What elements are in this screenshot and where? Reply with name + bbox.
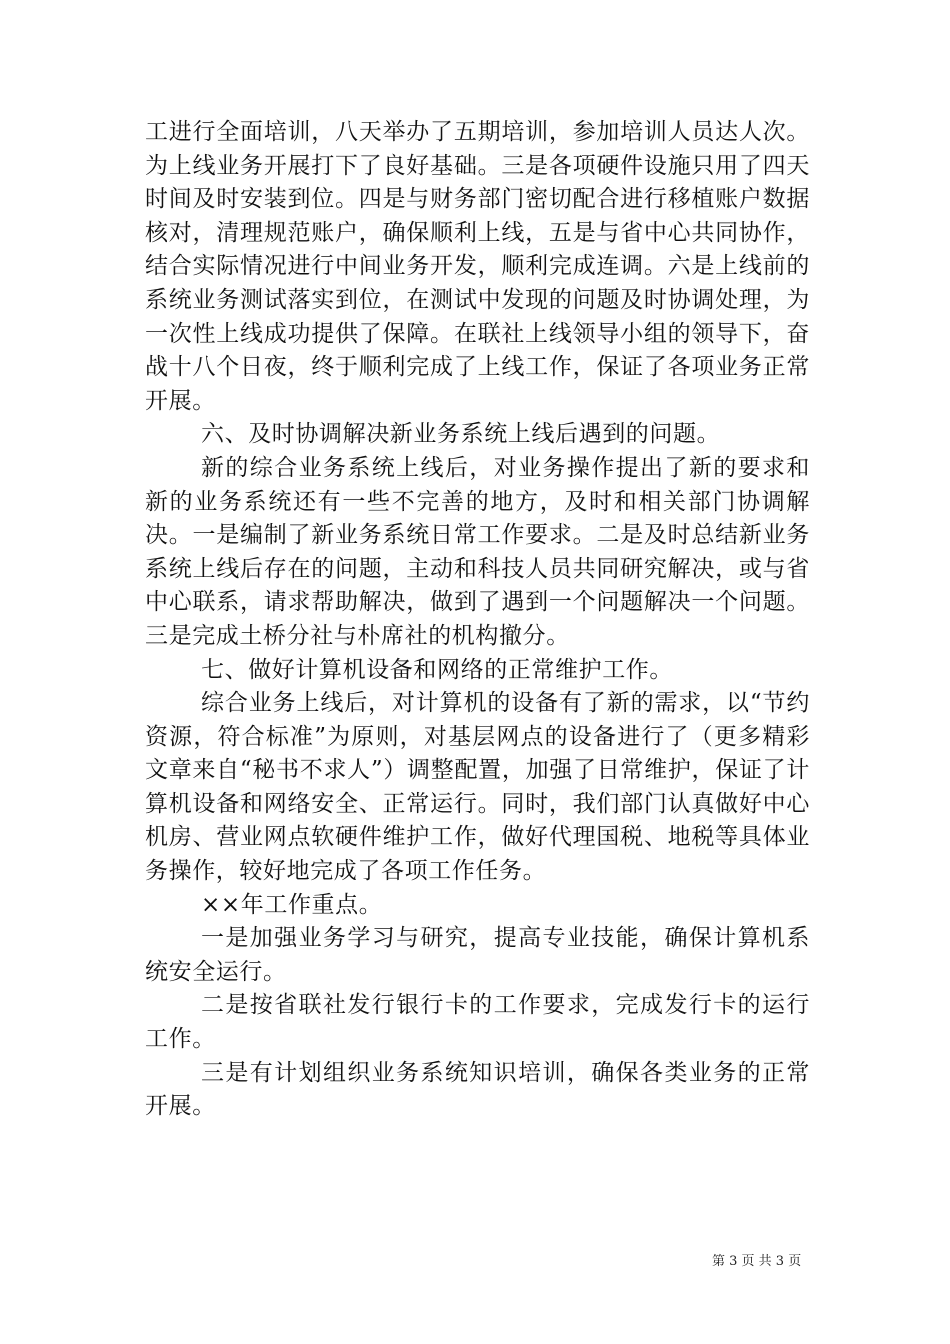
document-body <box>145 116 810 1124</box>
focus-item-three: 三是有计划组织业务系统知识培训，确保各类业务的正常开展。 <box>145 1059 810 1120</box>
section-heading-six: 六、及时协调解决新业务系统上线后遇到的问题。 <box>201 421 721 448</box>
section-heading-focus: ××年工作重点。 <box>201 891 383 918</box>
focus-item-two: 二是按省联社发行银行卡的工作要求，完成发行卡的运行工作。 <box>145 992 810 1053</box>
focus-item-one: 一是加强业务学习与研究，提高专业技能，确保计算机系统安全运行。 <box>145 925 810 985</box>
section-heading-seven: 七、做好计算机设备和网络的正常维护工作。 <box>201 656 673 683</box>
paragraph-six-body: 新的综合业务系统上线后，对业务操作提出了新的要求和新的业务系统还有一些不完善的地方，及时和相关部门协调解决。一是编制了新业务系统日常工作要求。二是及时总结新业务系统上线后存在的问题，主动和科技人员共同研究解决，或与省中心联系，请求帮助解决，做到了遇到一个问题解决一个问题。三是完成土桥分社与朴席社的机构撤分。 <box>145 454 810 649</box>
page-number-footer: 第 3 页 共 3 页 <box>712 1254 802 1269</box>
paragraph-continuation: 工进行全面培训，八天举办了五期培训，参加培训人员达人次。为上线业务开展打下了良好基础。三是各项硬件设施只用了四天时间及时安装到位。四是与财务部门密切配合进行移植账户数据核对，清理规范账户，确保顺利上线，五是与省中心共同协作，结合实际情况进行中间业务开发，顺利完成连调。六是上线前的系统业务测试落实到位，在测试中发现的问题及时协调处理，为一次性上线成功提供了保障。在联社上线领导小组的领导下，奋战十八个日夜，终于顺利完成了上线工作，保证了各项业务正常开展。 <box>145 119 810 414</box>
paragraph-seven-body: 综合业务上线后，对计算机的设备有了新的需求，以“节约资源，符合标准”为原则，对基层网点的设备进行了（更多精彩文章来自“秘书不求人”）调整配置，加强了日常维护，保证了计算机设备和网络安全、正常运行。同时，我们部门认真做好中心机房、营业网点软硬件维护工作，做好代理国税、地税等具体业务操作，较好地完成了各项工作任务。 <box>145 690 810 885</box>
